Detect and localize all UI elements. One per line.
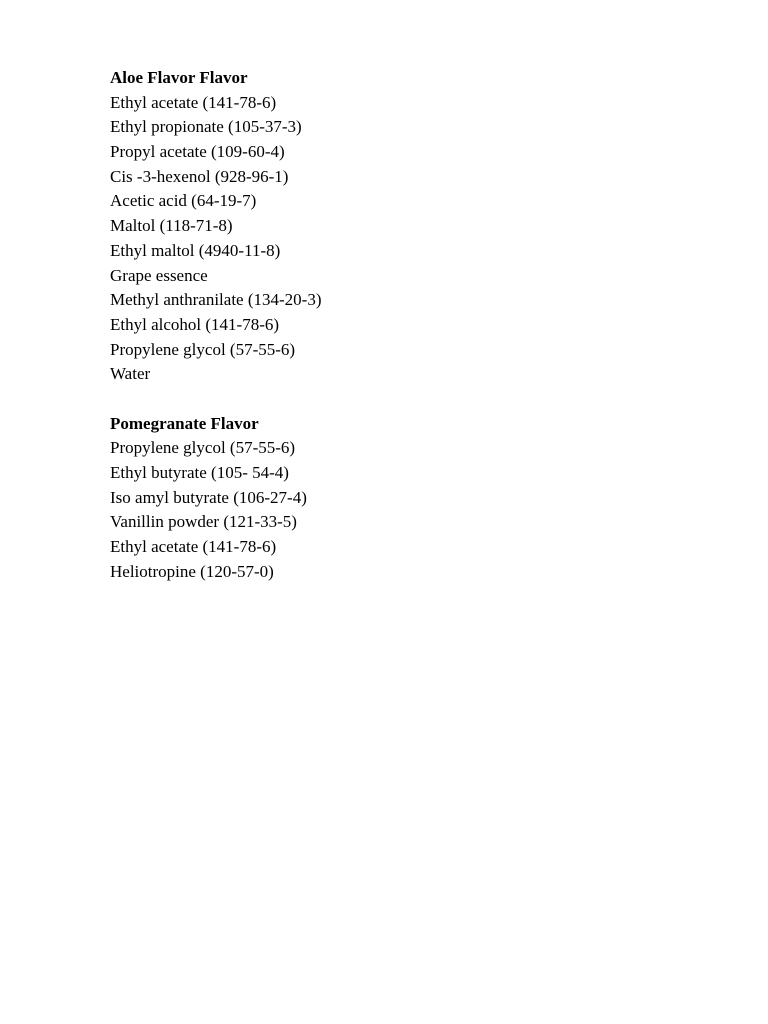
ingredient-item: Propylene glycol (57-55-6) [110,339,296,359]
ingredient-item: Iso amyl butyrate (106-27-4) [110,487,307,507]
ingredient-item: Maltol (118-71-8) [110,216,233,236]
ingredient-item: Cis -3-hexenol (928-96-1) [110,166,289,186]
ingredient-item: Propyl acetate (109-60-4) [110,142,285,162]
ingredient-item: Ethyl maltol (4940-11-8) [110,240,281,260]
ingredient-item: Heliotropine (120-57-0) [110,561,274,581]
ingredient-item: Ethyl acetate (141-78-6) [110,92,277,112]
section-heading: Pomegranate Flavor [110,413,259,433]
pomegranate-flavor-section [110,412,710,585]
ingredient-item: Ethyl butyrate (105- 54-4) [110,463,289,482]
ingredient-item: Methyl anthranilate (134-20-3) [110,290,322,310]
ingredient-item: Acetic acid (64-19-7) [110,191,257,211]
ingredient-item: Water [110,364,151,384]
ingredient-item: Ethyl alcohol (141-78-6) [110,314,280,334]
ingredient-item: Grape essence [110,265,208,285]
aloe-flavor-section [110,66,710,387]
ingredient-item: Ethyl acetate (141-78-6) [110,537,277,557]
section-heading: Aloe Flavor Flavor [110,68,248,87]
ingredient-item: Propylene glycol (57-55-6) [110,438,296,458]
ingredient-item: Ethyl propionate (105-37-3) [110,117,302,137]
document-page [110,66,710,609]
ingredient-item: Vanillin powder (121-33-5) [110,512,297,532]
